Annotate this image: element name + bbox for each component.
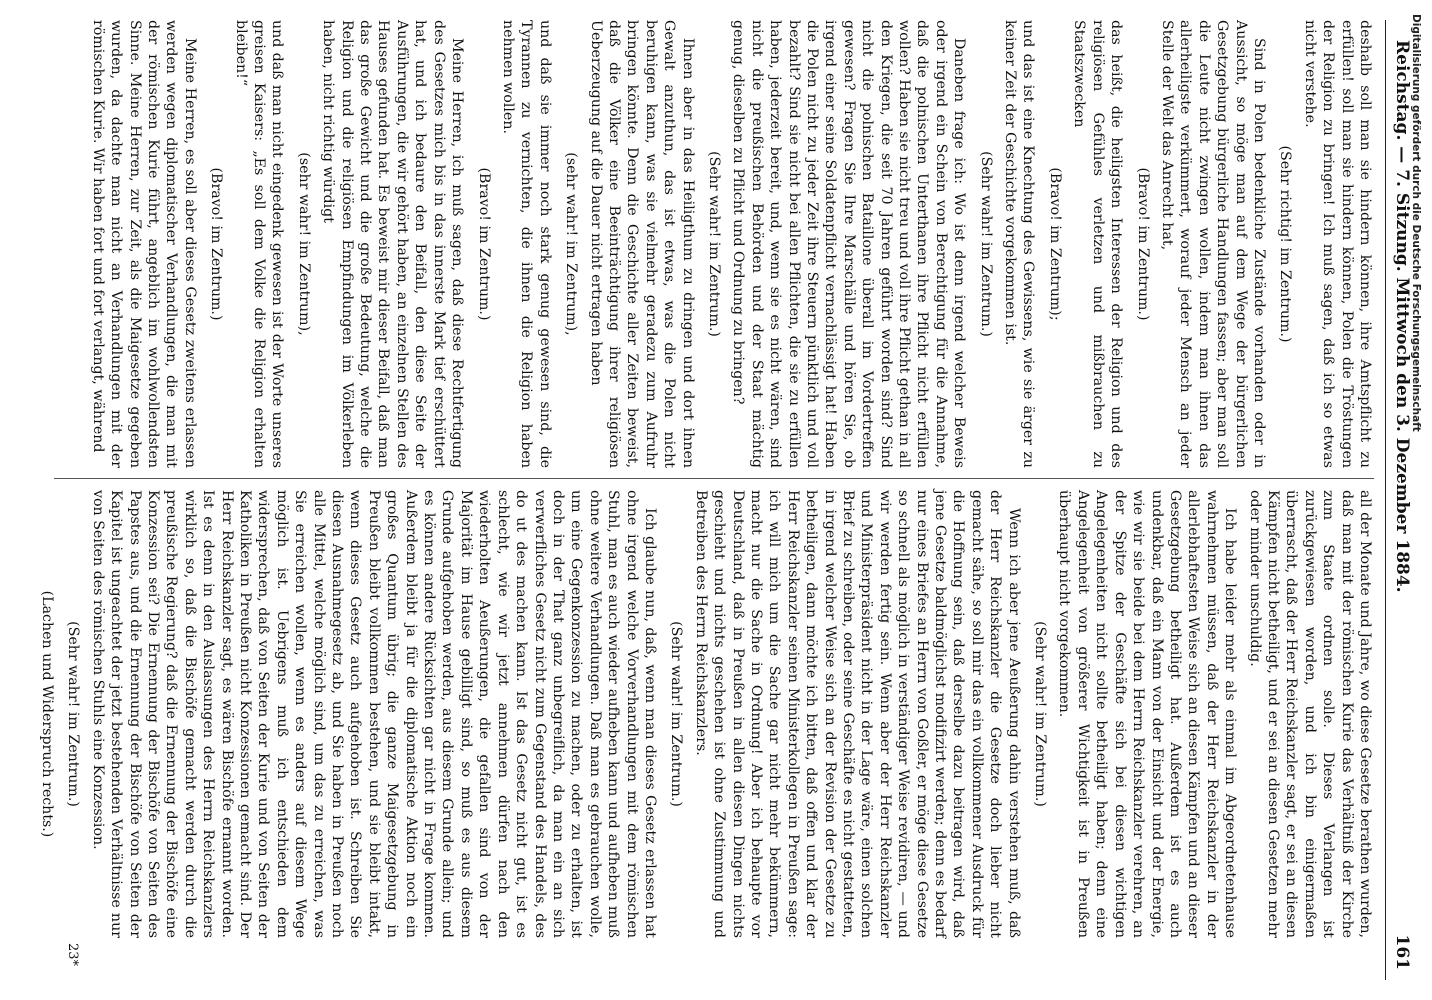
rotated-document-page (40, 20, 1420, 980)
paragraph: Sind in Polen bedenkliche Zustände vorhanden oder in Aussicht, so möge man auf dem Wege der bürgerlichen Gesetzgebung bürgerliche Handlungen fassen; aber man soll die Leute nicht zwingen wollen, indem man ihnen das allerheiligste verkümmert, worauf jeder Mensch an jeder Stelle der Welt das Anrecht hat, (1158, 20, 1267, 468)
interjection: (Sehr richtig! im Zentrum.) (1277, 145, 1294, 343)
right-column (38, 490, 1374, 938)
page-number: 161 (1392, 934, 1412, 970)
paragraph: Daneben frage ich: Wo ist denn irgend welcher Beweis oder irgend ein Schein von Berechtigung für die Annahme, daß die polnischen Unterthanen ihre Pflicht nicht erfüllen wollen? Haben sie nicht treu und voll ihre Pflicht gethan in all den Kriegen, die seit 70 Jahren geführt worden sind? Sind nicht die polnischen Bataillone überall im Vordertreffen gewesen? Fragen Sie Ihre Marschälle und hören Sie, ob irgend einer seine Soldatenpflicht vernachlässigt hat! Haben die Polen nicht zu jeder Zeit ihre Steuern pünktlich und voll bezahlt? Sind sie nicht bei allen Pflichten, die sie zu erfüllen haben, jederzeit bereit, und, wenn sie es nicht wären, sind nicht die preußischen Behörden und der Staat mächtig genug, dieselben zu Pflicht und Ordnung zu bringen? (730, 20, 968, 468)
left-column (54, 20, 1374, 468)
interjection: (Sehr wahr! im Zentrum.) (706, 151, 722, 337)
running-head: Reichstag. — 7. Sitzung. Mittwoch den 3. Dezember 1884. (1392, 40, 1412, 593)
paragraph: deshalb soll man sie hindern können, ihre Amtspflicht zu erfüllen! soll man sie hindern können, Polen die Tröstungen der Religion zu bringen! Ich muß sagen, daß ich so etwas nicht verstehe. (1301, 20, 1373, 468)
paragraph: das heißt, die heiligsten Interessen der Religion und des religiösen Gefühles verletzen und mißbrauchen zu Staatszwecken (1071, 20, 1125, 468)
interjection: (Sehr wahr! im Zentrum.) (668, 621, 685, 807)
interjection: (Bravo! im Zentrum.) (1134, 167, 1151, 321)
paragraph: und das ist eine Knechtung des Gewissens, wie sie ärger zu keiner Zeit der Geschichte vorgekommen ist. (1002, 20, 1037, 468)
paragraph: Meine Herren, es soll aber dieses Gesetz zweitens erlassen werden wegen diplomatischer Verhandlungen, die man mit der römischen Kurie führt, angeblich im wohlwollendsten Sinne. Meine Herren, zur Zeit, als die Maigesetze gegeben wurden, da dachte man nicht an Verhandlungen mit der römischen Kurie. Wir haben fort und fort verlangt, während (89, 20, 198, 468)
paragraph: Ich glaube nun, daß, wenn man dieses Gesetz erlassen hat ohne irgend welche Vorverhandlungen mit dem römischen Stuhl, man es auch wieder aufheben kann und aufheben muß ohne weitere Verhandlungen. Daß man es gebrauchen wolle, um eine Gegenkonzession zu machen, oder zu erhalten, ist doch in der That ganz unbegreiflich, da man ein an sich verwerfliches Gesetz nicht zum Gegenstand des Handels, des do ut des machen kann. Ist das Gesetz nicht gut, ist es schlecht, wie wir jetzt annehmen dürfen nach den wiederholten Aeußerungen, die gefallen sind von der Majorität im Hause gebilligt sind, so muß es aus diesem Grunde aufgehoben werden, aus diesem Grunde allein; und es können andere Rücksichten gar nicht in Frage kommen. Außerdem bleibt ja für die diplomatische Aktion noch ein großes Quantum übrig; die ganze Maigesetzgebung in Preußen bleibt vollkommen bestehen, und sie bleibt intakt, wenn dieses Gesetz auch aufgehoben ist. Schreiben Sie diesen Ausnahmegesetz ab, und Sie haben in Preußen noch alle Mittel, welche möglich sind, um das zu erreichen, was Sie erreichen wollen, wenn es anders auf diesem Wege möglich ist. Uebrigens muß ich entschieden dem widersprechen, daß von Seiten der Kurie und von Seiten der Katholiken in Preußen nicht Konzessionen gemacht sind. Der Herr Reichskanzler sagt, es wären Bischöfe ernannt worden. Ist es denn in den Auslassungen des Herrn Reichskanzlers wirklich so, daß die Bischöfe gemacht werden durch die preußische Regierung? daß die Ernennung der Bischöfe eine Konzession sei? Die Ernennung der Bischöfe von Seiten des Papstes aus, und die Ernennung der Bischöfe von Seiten der Kapitel ist ungeachtet der jetzt bestehenden Verhältnisse nur von Seiten des römischen Stuhls eine Konzession. (89, 490, 658, 938)
interjection: (Bravo! im Zentrum.) (475, 167, 492, 321)
interjection: (Sehr wahr! im Zentrum.) (65, 621, 82, 807)
signature-mark: 23* (65, 942, 80, 966)
paragraph: Wenn ich aber jene Aeußerung dahin verstehen muß, daß der Herr Reichskanzler die Gesetze doch lieber nicht gemacht sähe, so soll mir das ein vollkommener Ausdruck für die Hoffnung sein, daß derselbe dazu beitragen wird, daß jene Gesetze baldmöglichst modifizirt werden; denn es bedarf nur eines Briefes an Herrn von Goßler, er möge diese Gesetze so schnell als möglich in verständiger Weise revidiren, — und wir werden fertig sein. Wenn aber der Herr Reichskanzler und Ministerpräsident nicht in der Lage wäre, einen solchen Brief zu schreiben, oder seine Geschäfte es nicht gestatteten, in irgend welcher Weise sich an der Revision der Gesetze zu betheiligen, dann möchte ich bitten, daß offen und klar der Herr Reichskanzler seinen Ministerkollegen in Preußen sage: ich will mich um die Sache gar nicht mehr bekümmern, macht nur die Sache in Ordnung! Aber ich behaupte vor Deutschland, daß in Preußen in allen diesen Dingen nichts geschieht und nichts geschehen ist ohne Zustimmung und Betreiben des Herrn Reichskanzlers. (692, 490, 1022, 938)
dfg-sidebar (1400, 4, 1426, 994)
paragraph: und daß man nicht eingedenk gewesen ist der Worte unseres greisen Kaisers: „Es soll dem Volke die Religion erhalten bleiben!“ (232, 20, 286, 468)
interjection: (sehr wahr! im Zentrum), (295, 152, 312, 336)
interjection: (Sehr wahr! im Zentrum.) (977, 151, 994, 337)
dfg-credit-text: Digitalisierung gefördert durch die Deutsche Forschungsgemeinschaft (1410, 14, 1422, 432)
paragraph: und daß sie immer noch stark genug gewesen sind, die Tyrannen zu vernichten, die ihnen die Religion haben nehmen wollen. (499, 20, 553, 468)
interjection: (Bravo! im Zentrum.) (208, 167, 225, 321)
paragraph: Meine Herren, ich muß sagen, daß diese Rechtfertigung des Gesetzes mich bis in das innerste Mark tief erschüttert hat, und ich bedaure den Beifall, den diese Seite der Ausführungen, die wir gehört haben, an einzelnen Stellen des Hauses gefunden hat. Es beweist mir dieser Beifall, daß man das große Gewicht und die große Bedeutung, welche die Religion und die religiösen Empfindungen im Völkerleben haben, nicht richtig würdigt (320, 20, 466, 468)
paragraph: Ihnen aber in das Heiligthum zu dringen und dort ihnen Gewalt anzuthun, das ist etwas, was die Polen nicht beruhigen kann, was sie vielmehr geradezu zum Aufruhr bringen könnte. Denn die Geschichte aller Zeiten beweist, daß die Völker eine Beeinträchtigung ihrer religiösen Ueberzeugung auf die Dauer nicht ertragen haben (587, 20, 696, 468)
interjection: (Bravo! im Zentrum); (1046, 167, 1063, 321)
paragraph: Ich habe leider mehr als einmal im Abgeordnetenhause wahrnehmen müssen, daß der Herr Reichskanzler in der allerlebhaftesten Weise sich an diesen Kämpfen und an dieser Gesetzgebung betheiligt hat. Außerdem ist es auch undenkbar, daß ein Mann von der Einsicht und der Energie, wie wir sie beide bei dem Herrn Reichskanzler verehren, an der Spitze der Geschäfte sich bei diesen wichtigen Angelegenheiten nicht sollte betheiligt haben; denn eine Angelegenheit von größerer Wichtigkeit ist in Preußen überhaupt nicht vorgekommen. (1056, 490, 1239, 938)
interjection: (sehr wahr! im Zentrum), (563, 152, 580, 336)
column-divider (54, 478, 1374, 479)
interjection: (Sehr wahr! im Zentrum.) (1032, 621, 1049, 807)
paragraph: all der Monate und Jahre, wo diese Gesetze berathen wurden, daß man mit der römischen Kurie das Verhältniß der Kirche zum Staate ordnen solle. Dieses Verlangen ist zurückgewiesen worden, und ich bin einigermaßen überrascht, daß der Herr Reichskanzler sagt, er sei an diesen Kämpfen nicht betheiligt, und er sei an diesen Gesetzen mehr oder minder unschuldig. (1246, 490, 1373, 938)
interjection: (Lachen und Widerspruch rechts.) (38, 590, 55, 838)
